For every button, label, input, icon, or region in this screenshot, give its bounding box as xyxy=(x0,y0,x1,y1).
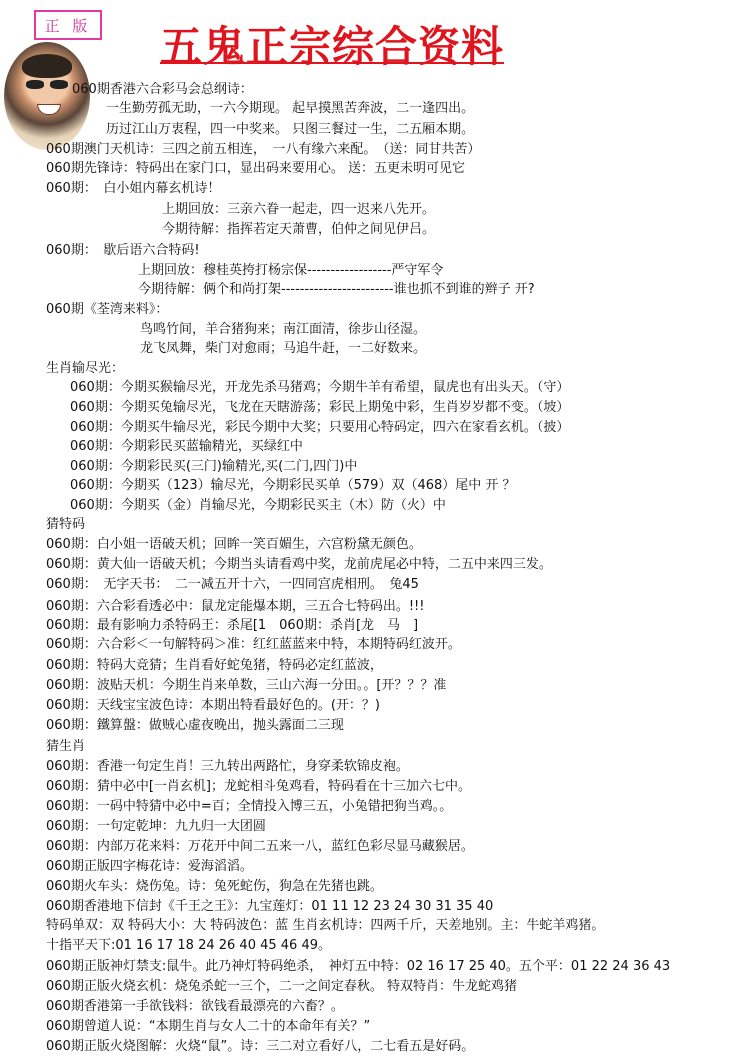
text-line: 特码单双：双 特码大小：大 特码波色：蓝 生肖玄机诗：四两千斤，天差地别。主：牛蛇羊鸡猪。 xyxy=(46,918,605,933)
text-line: 060期香港第一手欲钱料：欲钱看最漂亮的六畜？。 xyxy=(46,999,344,1014)
text-line: 060期：猜中必中[一肖玄机]；龙蛇相斗兔鸡看，特码看在十三加六七中。 xyxy=(46,779,471,794)
text-line: 上期回放：三亲六眷一起走，四一迟来八先开。 xyxy=(162,202,436,217)
text-line: 060期：今期彩民买(三门)输精光,买(二门,四门)中 xyxy=(70,459,358,474)
text-line: 060期：六合彩看透必中：鼠龙定能爆本期，三五合七特码出。!!! xyxy=(46,599,425,614)
text-line: 060期《荃湾来料》： xyxy=(46,302,169,317)
text-line: 060期澳门天机诗：三四之前五相连， 一八有缘六来配。 （送：同甘共苦） xyxy=(46,142,481,157)
text-line: 060期先锋诗：特码出在家门口，显出码来要用心。 送：五更未明可见它 xyxy=(46,161,465,176)
text-line: 龙飞凤舞，柴门对愈雨；马追牛赶，一二好数来。 xyxy=(140,341,427,356)
text-line: 今期待解：俩个和尚打架------------------------谁也抓不到谁的辫子 开? xyxy=(138,282,535,297)
text-line: 060期香港地下信封《千王之王》：九宝莲灯：01 11 12 23 24 30 31 35 40 xyxy=(46,899,494,914)
text-line: 060期：一句定乾坤：九九归一大团圆 xyxy=(46,819,266,834)
text-line: 060期：白小姐一语破天机；回眸一笑百媚生，六宫粉黛无颜色。 xyxy=(46,537,422,552)
text-line: 060期： 歇后语六合特码! xyxy=(46,243,200,258)
text-line: 060期：波贴天机：今期生肖来单数，三山六海一分田。。[开？？？准 xyxy=(46,678,447,693)
text-line: 060期：特码大竞猜；生肖看好蛇兔猪，特码必定红蓝波， xyxy=(46,658,383,673)
text-line: 今期待解：指挥若定天萧曹，伯仲之间见伊吕。 xyxy=(162,222,436,237)
text-line: 060期正版火烧玄机：烧兔杀蛇一三个，二一之间定春秋。 特双特肖：牛龙蛇鸡猪 xyxy=(46,979,517,994)
text-line: 060期：今期买（金）肖输尽光，今期彩民买主（木）防（火）中 xyxy=(70,498,446,513)
text-line: 鸟鸣竹间，羊合猪狗来；南江面清，徐步山径湿。 xyxy=(140,322,427,337)
text-line: 060期正版四字梅花诗：爱海滔滔。 xyxy=(46,859,253,874)
text-line: 060期：今期彩民买蓝输精光，买绿红中 xyxy=(70,439,303,454)
text-line: 060期： 无字天书： 二一减五开十六，一四同宫虎相刑。 兔45 xyxy=(46,577,419,592)
page-title: 五鬼正宗综合资料 xyxy=(160,22,505,71)
text-line: 060期正版火烧图解：火烧“鼠”。诗：三二对立看好八，二七看五是好码。 xyxy=(46,1039,475,1054)
text-line: 060期：天线宝宝波色诗：本期出特看最好色的。(开：？) xyxy=(46,698,380,713)
text-line: 060期： 白小姐内幕玄机诗！ xyxy=(46,181,221,196)
text-line: 060期：内部万花来料：万花开中间二五来一八，蓝红色彩尽显马藏猴居。 xyxy=(46,839,474,854)
text-line: 060期：香港一句定生肖！三九转出两路忙，身穿柔软锦皮袍。 xyxy=(46,759,409,774)
text-line: 060期：黄大仙一语破天机；今期当头请看鸡中奖，龙前虎尾必中特，二五中来四三发。 xyxy=(46,557,552,572)
text-line: 060期：一码中特猜中必中=百；全情投入博三五，小兔错把狗当鸡。。 xyxy=(46,799,453,814)
text-line: 060期：六合彩＜一句解特码＞准：红红蓝蓝来中特，本期特码红波开。 xyxy=(46,637,461,652)
text-line: 060期火车头：烧伤兔。诗：兔死蛇伤，狗急在先猪也跳。 xyxy=(46,879,383,894)
text-line: 十指平天下:01 16 17 18 24 26 40 45 46 49。 xyxy=(46,938,331,953)
text-line: 060期：鐵算盤：做贼心虚夜晚出，抛头露面二三现 xyxy=(46,718,344,733)
text-line: 060期曾道人说：“本期生肖与女人二十的本命年有关？” xyxy=(46,1019,371,1034)
text-line: 060期：今期买牛输尽光，彩民今期中大奖；只要用心特码定，四六在家看玄机。（披） xyxy=(70,420,570,435)
text-line: 上期回放：穆桂英挎打杨宗保------------------严守军令 xyxy=(138,263,444,278)
text-line: 060期香港六合彩马会总纲诗： xyxy=(72,82,253,97)
text-line: 猜特码 xyxy=(46,517,86,532)
text-line: 060期：今期买猴输尽光，开龙先杀马猪鸡；今期牛羊有希望，鼠虎也有出头天。（守） xyxy=(70,380,570,395)
text-line: 060期：今期买兔输尽光，飞龙在天瞎游荡；彩民上期兔中彩，生肖岁岁都不变。（坡） xyxy=(70,400,570,415)
text-line: 一生勤劳孤无助，一六今期现。 起早摸黑苦奔波，二一逢四出。 xyxy=(106,101,475,116)
edition-badge: 正 版 xyxy=(34,10,102,40)
text-line: 生肖输尽光： xyxy=(46,361,125,376)
text-line: 060期：今期买（123）输尽光，今期彩民买单（579）双（468）尾中 开 ？ xyxy=(70,478,516,493)
text-line: 历过江山万衷程，四一中奖来。 只图三餐过一生，二五厢本期。 xyxy=(106,122,475,137)
text-line: 060期正版神灯禁支:鼠牛。此乃神灯特码绝杀， 神灯五中特：02 16 17 25 40。五个平：01 22 24 36 43 xyxy=(46,959,671,974)
text-line: 猜生肖 xyxy=(46,739,86,754)
text-line: 060期：最有影响力杀特码王：杀尾[1 060期：杀肖[龙 马 ] xyxy=(46,618,419,633)
